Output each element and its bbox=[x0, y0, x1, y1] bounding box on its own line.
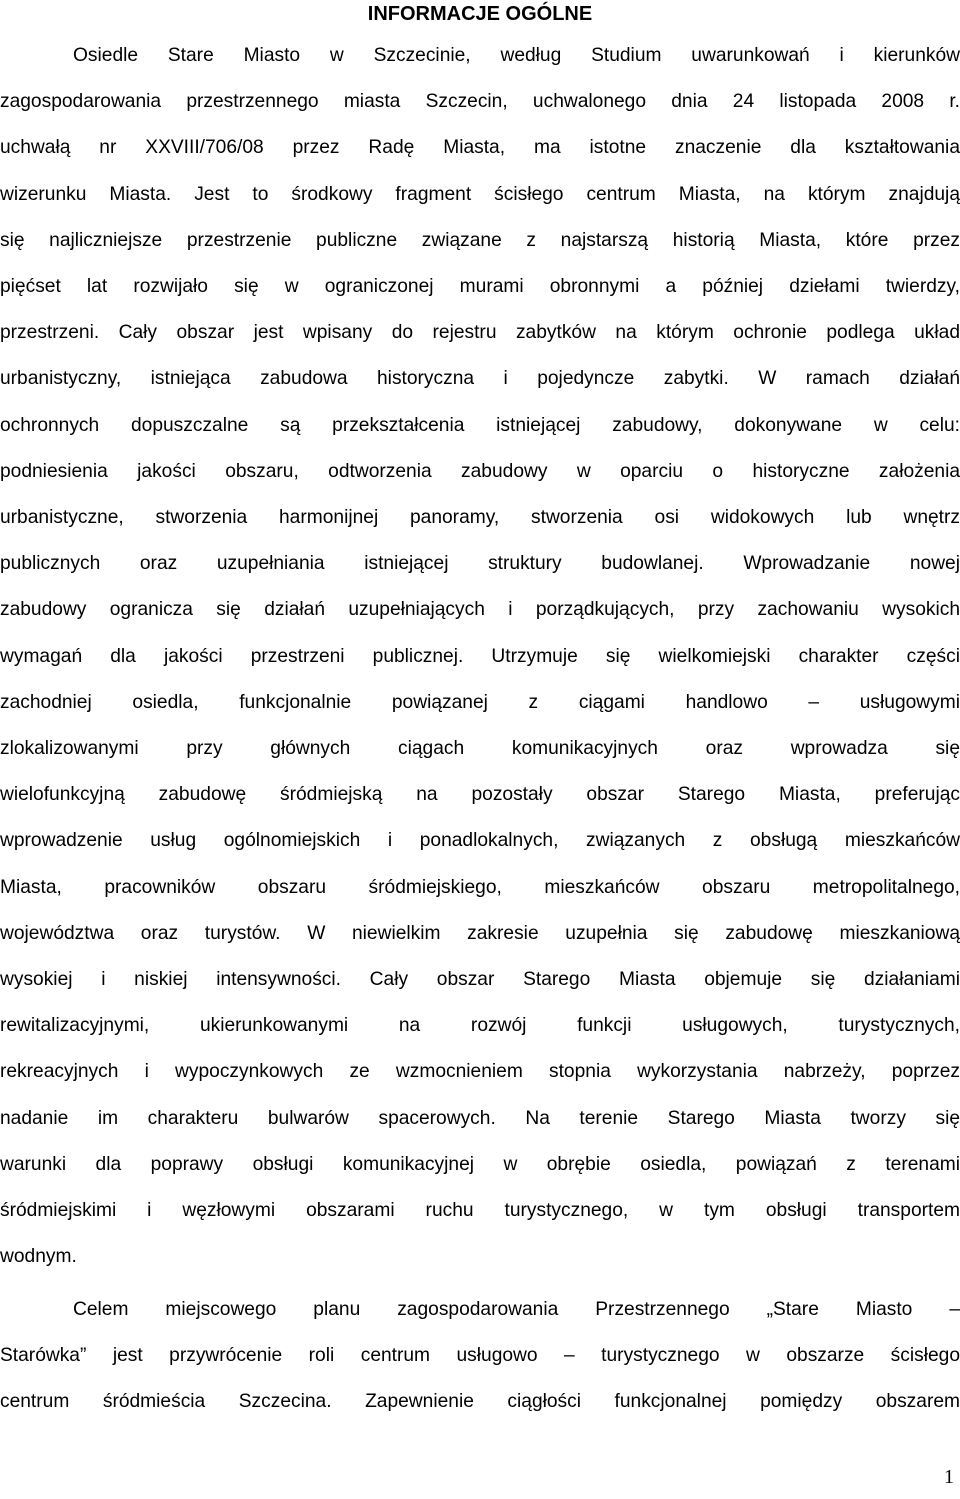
text-line: warunki dla poprawy obsługi komunikacyjnej w obrębie osiedla, powiązań z terenami bbox=[0, 1153, 960, 1175]
text-line: Starówka” jest przywrócenie roli centrum usługowo – turystycznego w obszarze ścisłego bbox=[0, 1345, 960, 1367]
text-line: podniesienia jakości obszaru, odtworzenia zabudowy w oparciu o historyczne założenia bbox=[0, 460, 960, 482]
text-line: publicznych oraz uzupełniania istniejącej struktury budowlanej. Wprowadzanie nowej bbox=[0, 553, 960, 575]
text-line: się najliczniejsze przestrzenie publiczne związane z najstarszą historią Miasta, które przez bbox=[0, 229, 960, 251]
text-line: nadanie im charakteru bulwarów spacerowych. Na terenie Starego Miasta tworzy się bbox=[0, 1107, 960, 1129]
text-line: Celem miejscowego planu zagospodarowania Przestrzennego „Stare Miasto – bbox=[73, 1299, 960, 1320]
text-line: zachodniej osiedla, funkcjonalnie powiązanej z ciągami handlowo – usługowymi bbox=[0, 691, 960, 713]
text-line: wizerunku Miasta. Jest to środkowy fragment ścisłego centrum Miasta, na którym znajdują bbox=[0, 183, 960, 205]
text-line: ochronnych dopuszczalne są przekształcenia istniejącej zabudowy, dokonywane w celu: bbox=[0, 414, 960, 436]
text-line: wymagań dla jakości przestrzeni publicznej. Utrzymuje się wielkomiejski charakter części bbox=[0, 645, 960, 667]
text-line: przestrzeni. Cały obszar jest wpisany do rejestru zabytków na którym ochronie podlega układ bbox=[0, 322, 960, 344]
document-title: INFORMACJE OGÓLNE bbox=[367, 3, 593, 25]
paragraph-plan-goal bbox=[0, 1287, 960, 1426]
text-line: zagospodarowania przestrzennego miasta Szczecin, uchwalonego dnia 24 listopada 2008 r. bbox=[0, 91, 960, 113]
text-line: rekreacyjnych i wypoczynkowych ze wzmocnieniem stopnia wykorzystania nabrzeży, poprzez bbox=[0, 1061, 960, 1083]
text-line: wodnym. bbox=[0, 1246, 77, 1268]
text-line: urbanistyczny, istniejąca zabudowa historyczna i pojedyncze zabytki. W ramach działań bbox=[0, 368, 960, 390]
page-number: 1 bbox=[944, 1466, 954, 1488]
text-line: wielofunkcyjną zabudowę śródmiejską na pozostały obszar Starego Miasta, preferując bbox=[0, 784, 960, 806]
text-line: rewitalizacyjnymi, ukierunkowanymi na rozwój funkcji usługowych, turystycznych, bbox=[0, 1015, 960, 1037]
text-line: wprowadzenie usług ogólnomiejskich i ponadlokalnych, związanych z obsługą mieszkańców bbox=[0, 830, 960, 852]
text-line: województwa oraz turystów. W niewielkim zakresie uzupełnia się zabudowę mieszkaniową bbox=[0, 922, 960, 944]
text-line: centrum śródmieścia Szczecina. Zapewnienie ciągłości funkcjonalnej pomiędzy obszarem bbox=[0, 1391, 960, 1413]
text-line: śródmiejskimi i węzłowymi obszarami ruchu turystycznego, w tym obsługi transportem bbox=[0, 1200, 960, 1222]
text-line: zlokalizowanymi przy głównych ciągach komunikacyjnych oraz wprowadza się bbox=[0, 738, 960, 760]
paragraph-general-information bbox=[0, 33, 960, 1280]
text-line: wysokiej i niskiej intensywności. Cały obszar Starego Miasta objemuje się działaniami bbox=[0, 969, 960, 991]
text-line: zabudowy ogranicza się działań uzupełniających i porządkujących, przy zachowaniu wysokich bbox=[0, 599, 960, 621]
text-line: pięćset lat rozwijało się w ograniczonej murami obronnymi a później dziełami twierdzy, bbox=[0, 276, 960, 298]
text-line: Osiedle Stare Miasto w Szczecinie, według Studium uwarunkowań i kierunków bbox=[73, 45, 960, 66]
text-line: uchwałą nr XXVIII/706/08 przez Radę Miasta, ma istotne znaczenie dla kształtowania bbox=[0, 137, 960, 159]
text-line: urbanistyczne, stworzenia harmonijnej panoramy, stworzenia osi widokowych lub wnętrz bbox=[0, 507, 960, 529]
text-line: Miasta, pracowników obszaru śródmiejskiego, mieszkańców obszaru metropolitalnego, bbox=[0, 876, 960, 898]
